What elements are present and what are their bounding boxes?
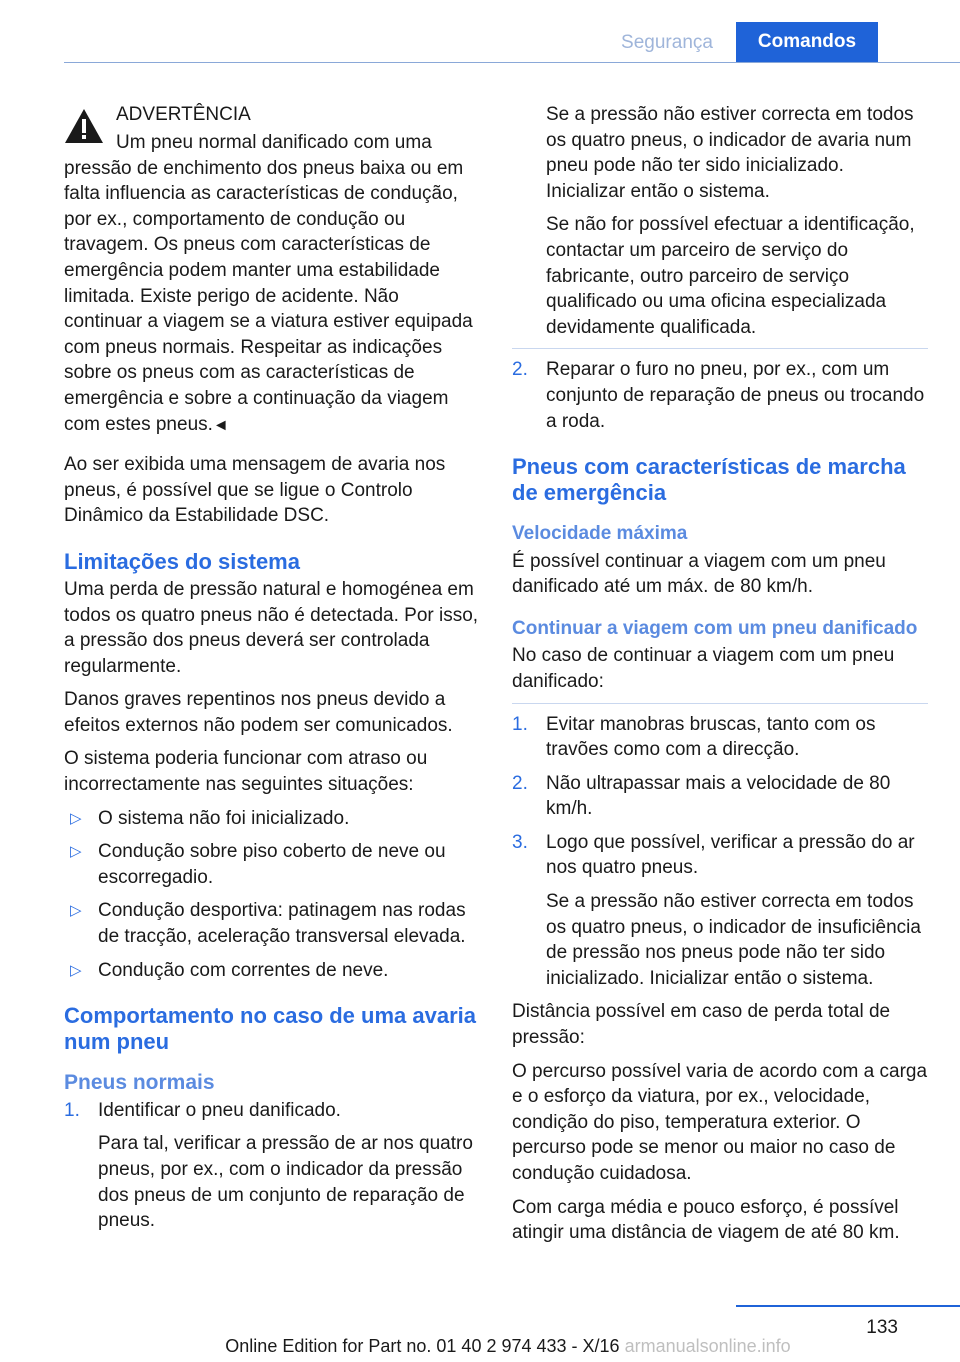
- section-tab[interactable]: Segurança: [621, 32, 713, 53]
- limits-paragraph-1: Uma perda de pressão natural e homogénea em todos os quatro pneus não é detectada. Por isso, a pressão dos pneus deverá ser controlada regularmente.: [64, 578, 479, 677]
- step1-detail: Para tal, verificar a pressão de ar nos quatro pneus, por ex., com o indicador da pressão dos pneus de um conjunto de reparação de pneus.: [98, 1133, 473, 1232]
- situations-list: [64, 806, 480, 984]
- limits-paragraph-3: O sistema poderia funcionar com atraso ou incorrectamente nas seguintes situações:: [64, 748, 428, 796]
- normal-steps-list-cont: [512, 357, 928, 434]
- step-number: 1.: [512, 713, 528, 735]
- bullet-triangle-icon: ▷: [70, 902, 82, 920]
- chapter-tab[interactable]: Comandos: [736, 22, 878, 62]
- warning-text: Um pneu normal danificado com uma pressão de enchimento dos pneus baixa ou em falta influencia as características de condução, por ex., comportamento de condução ou travagem. Os pneus com características de emergência podem manter uma estabilidade limitada. Existe perigo de acidente. Não continuar a viagem se a viatura estiver equipada com pneus normais. Respeitar as indicações sobre os pneus com as características de emergência e sobre a continuação da viagem com estes pneus.◄: [64, 132, 473, 435]
- divider: [512, 703, 928, 704]
- intro-paragraph: Ao ser exibida uma mensagem de avaria nos pneus, é possível que se ligue o Controlo Dinâmico da Estabilidade DSC.: [64, 454, 446, 527]
- list-item: 1. Identificar o pneu danificado.: [64, 1098, 480, 1124]
- watermark: armanualsonline.info: [624, 1336, 791, 1356]
- list-item: 2. Não ultrapassar mais a velocidade de 80 km/h.: [512, 772, 891, 820]
- continue-intro: No caso de continuar a viagem com um pneu danificado:: [512, 645, 895, 692]
- list-item: ▷ Condução desportiva: patinagem nas rodas de tracção, aceleração transversal elevada.: [70, 900, 466, 948]
- left-column: [64, 102, 480, 1242]
- list-item: 3. Logo que possível, verificar a pressão do ar nos quatro pneus.: [512, 831, 915, 879]
- list-item: ▷ O sistema não foi inicializado.: [64, 806, 480, 832]
- limits-paragraph-2: Danos graves repentinos nos pneus devido a efeitos externos não podem ser comunicados.: [64, 689, 453, 736]
- warning-box: [64, 102, 480, 438]
- footer-rule: [736, 1305, 960, 1307]
- list-item: 2. Reparar o furo no pneu, por ex., com um conjunto de reparação de pneus ou trocando a roda.: [512, 359, 925, 432]
- list-item: ▷ Condução sobre piso coberto de neve ou escorregadio.: [70, 841, 446, 888]
- bullet-triangle-icon: ▷: [70, 809, 82, 827]
- warning-title: ADVERTÊNCIA: [116, 104, 251, 125]
- step-number: 2.: [512, 772, 528, 794]
- right-column: [512, 102, 928, 1254]
- runflat-steps-list: [512, 712, 928, 882]
- distance-paragraph-2: O percurso possível varia de acordo com a carga e o esforço da viatura, por ex., velocidade, condição do piso, temperatura exterior. O percurso pode se menor ou maior no caso de condução cuidadosa.: [512, 1060, 928, 1184]
- step-number: 2.: [512, 359, 528, 381]
- normal-tyres-heading: Pneus normais: [64, 1071, 215, 1095]
- max-speed-text: É possível continuar a viagem com um pneu danificado até um máx. de 80 km/h.: [512, 550, 886, 598]
- limits-heading: Limitações do sistema: [64, 548, 300, 574]
- end-mark: ◄: [212, 416, 229, 434]
- distance-paragraph-1: Distância possível em caso de perda total de pressão:: [512, 1001, 891, 1049]
- max-speed-heading: Velocidade máxima: [512, 523, 688, 545]
- step-number: 3.: [512, 831, 528, 853]
- page-number: 133: [866, 1317, 898, 1338]
- normal-steps-list: [64, 1098, 480, 1124]
- list-item: 1. Evitar manobras bruscas, tanto com os travões como com a direcção.: [512, 713, 876, 761]
- bullet-triangle-icon: ▷: [70, 961, 82, 979]
- bullet-triangle-icon: ▷: [70, 843, 82, 861]
- header-rule: [64, 62, 960, 63]
- behavior-heading: Comportamento no caso de uma avaria num pneu: [64, 1003, 476, 1054]
- step1-continued-1: Se a pressão não estiver correcta em todos os quatro pneus, o indicador de avaria num pneu pode não ter sido inicializado. Inicializar então o sistema.: [546, 104, 914, 202]
- distance-paragraph-3: Com carga média e pouco esforço, é possível atingir uma distância de viagem de até 80 km.: [512, 1196, 900, 1244]
- runflat-heading: Pneus com características de marcha de emergência: [512, 454, 906, 505]
- step1-continued-2: Se não for possível efectuar a identificação, contactar um parceiro de serviço do fabricante, outro parceiro de serviço qualificado ou uma oficina especializada devidamente qualificada.: [546, 214, 915, 338]
- step-number: 1.: [64, 1099, 80, 1121]
- list-item: ▷ Condução com correntes de neve.: [64, 958, 480, 984]
- edition-footer: Online Edition for Part no. 01 40 2 974 433 - X/16 armanualsonline.info: [225, 1336, 791, 1356]
- warning-triangle-icon: [64, 108, 104, 144]
- continue-heading: Continuar a viagem com um pneu danificado: [512, 617, 918, 639]
- divider: [512, 348, 928, 349]
- step3-detail: Se a pressão não estiver correcta em todos os quatro pneus, o indicador de insuficiência de pressão nos pneus pode não ter sido inicializado. Inicializar então o sistema.: [546, 891, 921, 989]
